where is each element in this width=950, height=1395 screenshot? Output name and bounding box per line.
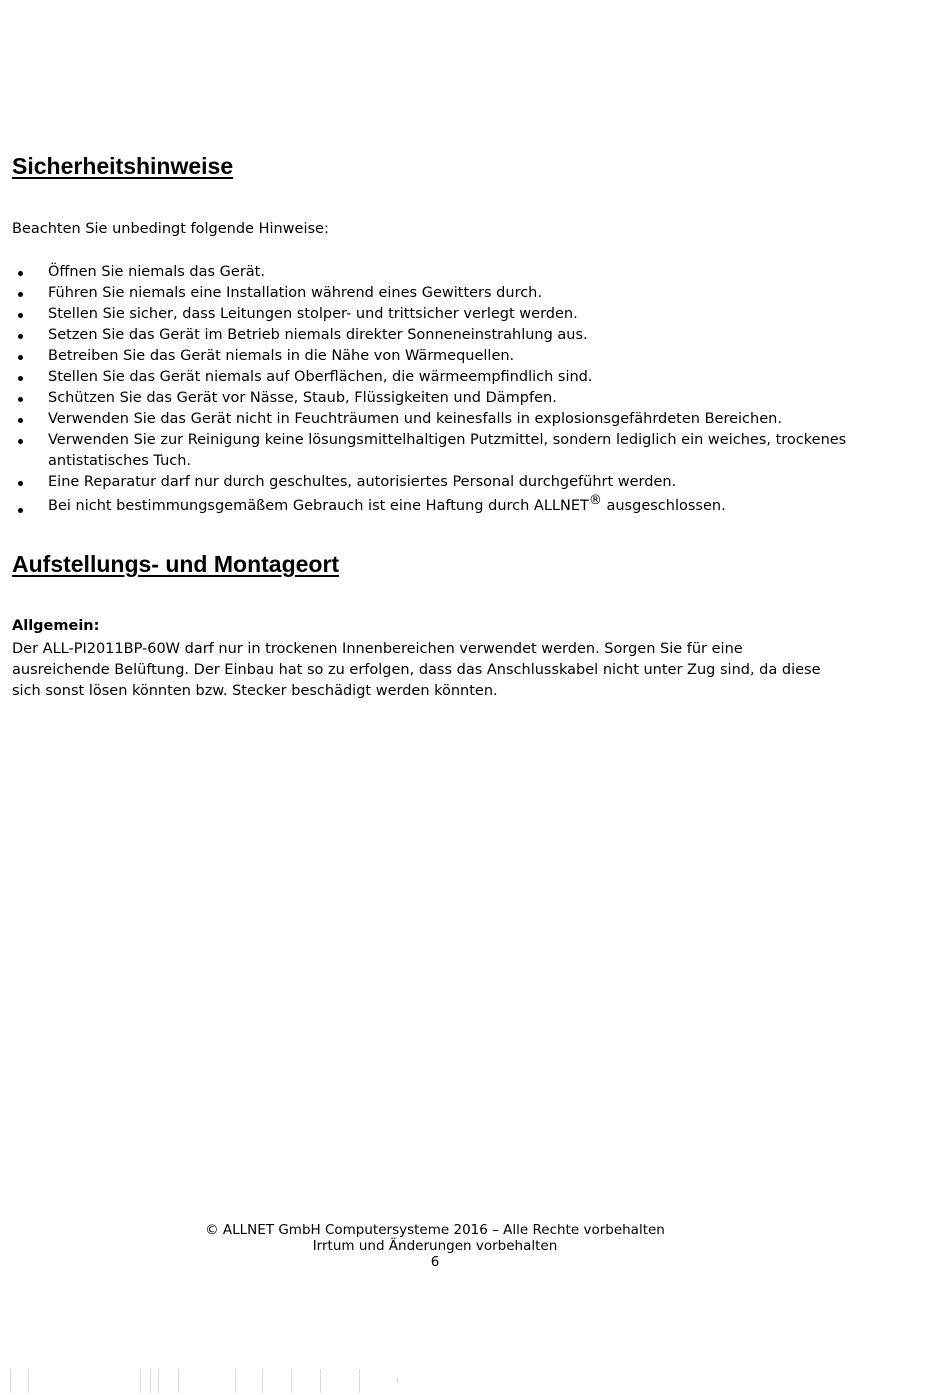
general-paragraph: Der ALL-PI2011BP-60W darf nur in trockenen Innenbereichen verwendet werden. Sorgen Sie für eine ausreichende Belüftung. Der Einbau hat so zu erfolgen, dass das Anschlusskabel nicht unter Zug sind, da diese sich sonst lösen könnten bzw. Stecker beschädigt werden könnten. — [12, 641, 821, 699]
bullet-icon — [18, 439, 23, 444]
bullet-icon — [18, 397, 23, 402]
list-item-text: Setzen Sie das Gerät im Betrieb niemals direkter Sonneneinstrahlung aus. — [48, 327, 588, 343]
list-item — [12, 325, 852, 346]
list-item — [12, 430, 852, 472]
list-item-text: Stellen Sie sicher, dass Leitungen stolper- und trittsicher verlegt werden. — [48, 306, 578, 322]
list-item — [12, 346, 852, 367]
list-item — [12, 262, 852, 283]
page-footer — [0, 1222, 870, 1270]
bullet-icon — [18, 292, 23, 297]
safety-list — [12, 262, 852, 517]
bullet-icon — [18, 376, 23, 381]
list-item-text-end: ausgeschlossen. — [601, 498, 726, 514]
list-item-text: Bei nicht bestimmungsgemäßem Gebrauch ist eine Haftung durch ALLNET — [48, 498, 589, 514]
bullet-icon — [18, 508, 23, 513]
scan-artifact-marks — [0, 1367, 950, 1395]
list-item — [12, 493, 852, 517]
bullet-icon — [18, 313, 23, 318]
footer-copyright: © ALLNET GmbH Computersysteme 2016 – Alle Rechte vorbehalten — [205, 1222, 665, 1238]
bullet-icon — [18, 271, 23, 276]
list-item-text: Öffnen Sie niemals das Gerät. — [48, 264, 265, 280]
list-item — [12, 388, 852, 409]
registered-mark: ® — [588, 493, 602, 508]
section-title-safety: Sicherheitshinweise — [12, 153, 234, 179]
list-item-text: Führen Sie niemals eine Installation während eines Gewitters durch. — [48, 285, 542, 301]
page-number: 6 — [430, 1254, 440, 1270]
list-item — [12, 283, 852, 304]
intro-text: Beachten Sie unbedingt folgende Hinweise: — [12, 221, 329, 237]
list-item — [12, 304, 852, 325]
list-item-text: Verwenden Sie zur Reinigung keine lösungsmittelhaltigen Putzmittel, sondern lediglich ein weiches, trockenes antistatisches Tuch. — [48, 432, 847, 469]
list-item — [12, 367, 852, 388]
list-item-text: Betreiben Sie das Gerät niemals in die Nähe von Wärmequellen. — [48, 348, 515, 364]
bullet-icon — [18, 355, 23, 360]
list-item-text: Verwenden Sie das Gerät nicht in Feuchträumen und keinesfalls in explosionsgefährdeten Bereichen. — [48, 411, 782, 427]
list-item — [12, 472, 852, 493]
list-item — [12, 409, 852, 430]
bullet-icon — [18, 481, 23, 486]
list-item-text: Stellen Sie das Gerät niemals auf Oberflächen, die wärmeempfindlich sind. — [48, 369, 593, 385]
subsection-title: Allgemein: — [12, 618, 100, 634]
bullet-icon — [18, 334, 23, 339]
section-title-installation: Aufstellungs- und Montageort — [12, 551, 340, 577]
footer-disclaimer: Irrtum und Änderungen vorbehalten — [312, 1238, 558, 1254]
list-item-text: Eine Reparatur darf nur durch geschultes, autorisiertes Personal durchgeführt werden. — [48, 474, 677, 490]
bullet-icon — [18, 418, 23, 423]
list-item-text: Schützen Sie das Gerät vor Nässe, Staub, Flüssigkeiten und Dämpfen. — [48, 390, 557, 406]
